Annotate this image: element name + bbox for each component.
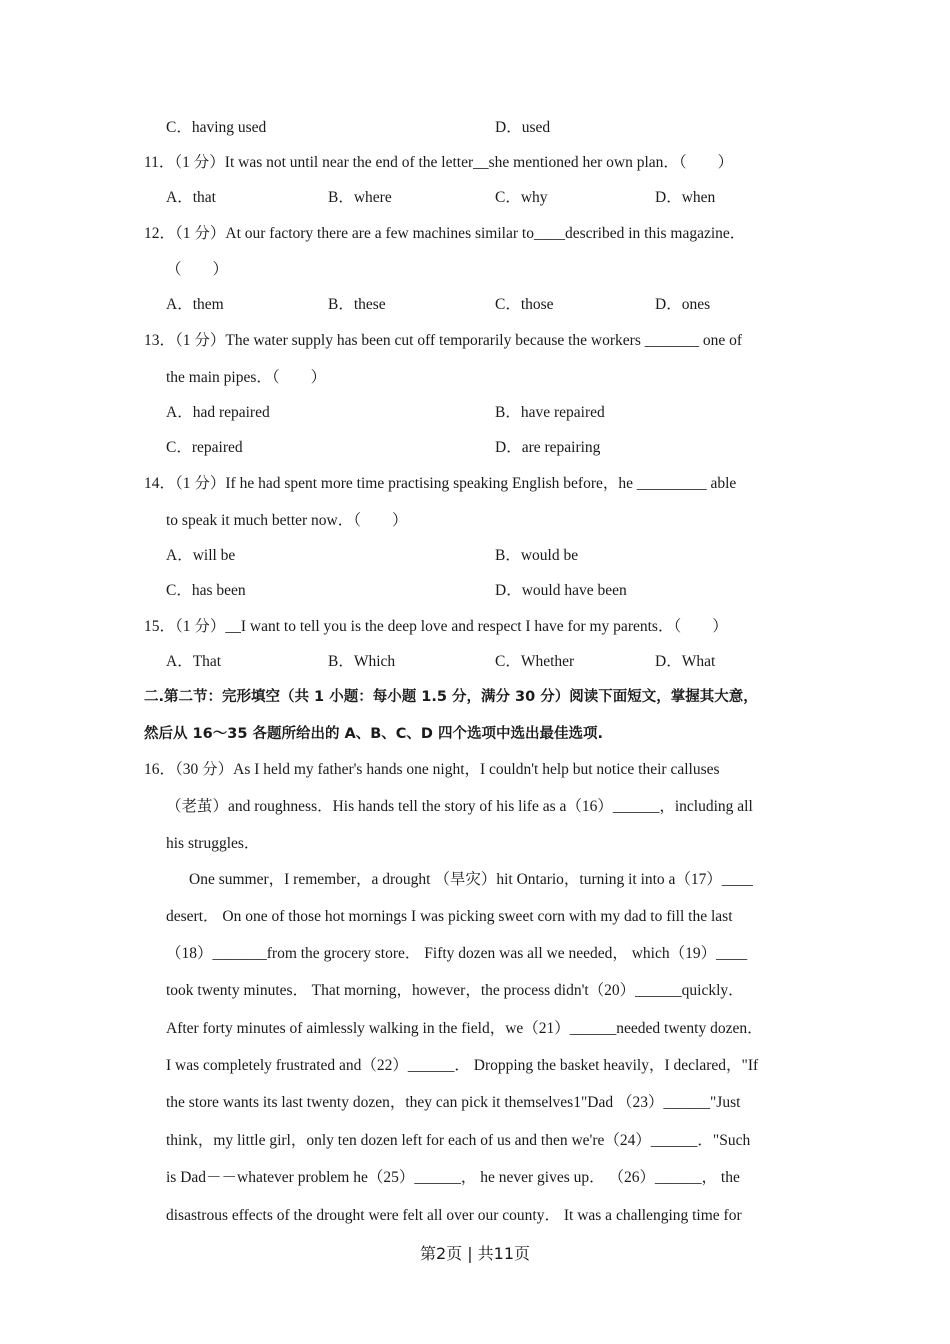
q16-passage-line: （老茧）and roughness．His hands tell the story of his life as a（16）______，including all bbox=[166, 798, 753, 815]
q16-passage-line: the store wants its last twenty dozen，they can pick it themselves1"Dad （23）______"Just bbox=[166, 1094, 741, 1111]
q16-passage-line: 16．（30 分）As I held my father's hands one night，I couldn't help but notice their calluses bbox=[144, 761, 720, 778]
q12-question-line1: 12．（1 分）At our factory there are a few machines similar to____described in this magazine． bbox=[144, 225, 746, 242]
q15-question: 15．（1 分）__I want to tell you is the deep love and respect I have for my parents．（ ） bbox=[144, 618, 728, 635]
q16-passage-line: his struggles． bbox=[166, 835, 260, 852]
q12-option-b: B．these bbox=[328, 296, 386, 313]
q16-passage-line: （18）_______from the grocery store． Fifty dozen was all we needed， which（19）____ bbox=[166, 945, 748, 962]
q14-question-line1: 14．（1 分）If he had spent more time practising speaking English before，he _________ able bbox=[144, 475, 737, 492]
q16-passage-line: is Dad－－whatever problem he（25）______， he never gives up． （26）______， the bbox=[166, 1169, 740, 1186]
q16-passage-line: One summer，I remember，a drought （旱灾）hit Ontario，turning it into a（17）____ bbox=[189, 871, 753, 888]
q12-question-line2: （ ） bbox=[166, 261, 229, 278]
q11-option-c: C．why bbox=[495, 189, 548, 206]
q16-passage-line: disastrous effects of the drought were felt all over our county． It was a challenging time for bbox=[166, 1207, 742, 1224]
section2-heading-line2: 然后从 16～35 各题所给出的 A、B、C、D 四个选项中选出最佳选项. bbox=[144, 726, 604, 742]
q11-question: 11．（1 分）It was not until near the end of the letter__she mentioned her own plan．（ ） bbox=[144, 154, 734, 171]
page-footer: 第2页 | 共11页 bbox=[419, 1244, 531, 1263]
q15-option-a: A．That bbox=[166, 653, 222, 670]
q15-option-d: D．What bbox=[655, 653, 716, 670]
q13-option-d: D．are repairing bbox=[495, 439, 601, 456]
q10-option-d: D．used bbox=[495, 119, 551, 136]
q12-option-a: A．them bbox=[166, 296, 224, 313]
q13-option-a: A．had repaired bbox=[166, 404, 270, 421]
q11-option-b: B．where bbox=[328, 189, 392, 206]
q14-option-b: B．would be bbox=[495, 547, 579, 564]
q15-option-c: C．Whether bbox=[495, 653, 575, 670]
q12-option-d: D．ones bbox=[655, 296, 711, 313]
q16-passage-line: After forty minutes of aimlessly walking in the field，we（21）______needed twenty dozen． bbox=[166, 1020, 763, 1037]
q11-option-a: A．that bbox=[166, 189, 216, 206]
q13-option-b: B．have repaired bbox=[495, 404, 605, 421]
q13-question-line1: 13．（1 分）The water supply has been cut off temporarily because the workers _______ one of bbox=[144, 332, 743, 349]
q11-option-d: D．when bbox=[655, 189, 716, 206]
q16-passage-line: desert． On one of those hot mornings I was picking sweet corn with my dad to fill the last bbox=[166, 908, 733, 925]
q13-question-line2: the main pipes．（ ） bbox=[166, 369, 327, 386]
q14-option-d: D．would have been bbox=[495, 582, 627, 599]
q14-option-a: A．will be bbox=[166, 547, 236, 564]
q13-option-c: C．repaired bbox=[166, 439, 243, 456]
section2-heading-line1: 二.第二节：完形填空（共 1 小题：每小题 1.5 分，满分 30 分）阅读下面短文，掌握其大意， bbox=[144, 689, 758, 705]
q12-option-c: C．those bbox=[495, 296, 554, 313]
q15-option-b: B．Which bbox=[328, 653, 396, 670]
q14-question-line2: to speak it much better now．（ ） bbox=[166, 512, 408, 529]
q16-passage-line: think，my little girl，only ten dozen left for each of us and then we're（24）______．"Such bbox=[166, 1132, 751, 1149]
q16-passage-line: I was completely frustrated and（22）______． Dropping the basket heavily，I declared，"If bbox=[166, 1057, 759, 1074]
q10-option-c: C．having used bbox=[166, 119, 267, 136]
q14-option-c: C．has been bbox=[166, 582, 246, 599]
q16-passage-line: took twenty minutes． That morning，however，the process didn't（20）______quickly． bbox=[166, 982, 744, 999]
